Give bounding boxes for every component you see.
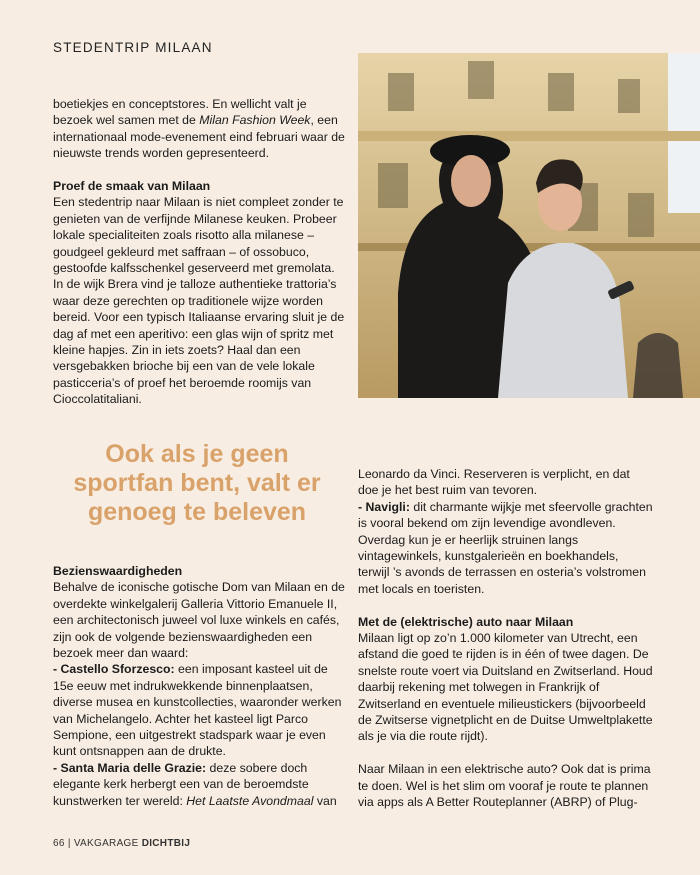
sight-santa-maria: - Santa Maria delle Grazie: deze sobere doch elegante kerk herbergt een van de beroemdste kunstwerken ter wereld: Het Laatste Avondmaal van [53,760,337,808]
article-column-1-top [53,96,345,408]
sight-castello: - Castello Sforzesco: een imposant kasteel uit de 15e eeuw met indrukwekkende binnenplaatsen, diverse musea en kunstcollecties, waaronder werken van Michelangelo. Achter het kasteel ligt Parco Sempione, een uitgestrekt stadspark waar je even kunt ontsnappen aan de drukte. [53,662,342,759]
food-heading: Proef de smaak van Milaan [53,179,211,194]
sights-heading: Bezienswaardigheden [53,564,183,578]
article-column-1-bottom [53,563,345,809]
food-paragraph: Een stedentrip naar Milaan is niet compleet zonder te genieten van de verfijnde Milanese keuken. Probeer lokale specialiteiten zoals risotto alla milanese – goudgeel gekleurd met saffraan – of ossobuco, gestoofde kalfsschenkel geserveerd met gremolata. In de wijk Brera vind je talloze authentieke trattoria’s waar deze gerechten op traditionele wijze worden bereid. Voor een typisch Italiaanse ervaring sluit je de dag af met een aperitivo: een glas wijn of spritz met kleine hapjes. Zin in iets zoets? Haal dan een versgebakken brioche bij een van de vele lokale pasticceria’s of proef het beroemde roomijs van Cioccolatitaliani. [53,195,345,407]
page-number: 66 [53,838,65,849]
footer-separator: | [67,838,71,849]
intro-paragraph: boetiekjes en conceptstores. En wellicht valt je bezoek wel samen met de Milan Fashion Week, een internationaal mode-evenement eind februari waar de nieuwste trends worden gepresenteerd. [53,97,345,161]
car-heading: Met de (elektrische) auto naar Milaan [358,614,574,629]
magazine-name: VAKGARAGE [73,838,139,849]
article-column-2 [358,466,653,811]
article-photo [358,53,700,398]
sights-intro: Behalve de iconische gotische Dom van Milaan en de overdekte winkelgalerij Galleria Vittorio Emanuele II, een architectonisch juweel vol luxe winkels en cafés, zijn ook de volgende bezienswaardigheden een bezoek meer dan waard: [53,580,345,661]
magazine-brand: DICHTBIJ [141,838,191,849]
page-footer [53,838,190,849]
sight-navigli: - Navigli: dit charmante wijkje met sfeervolle grachten is vooral bekend om zijn levendige avondleven. Overdag kun je er heerlijk struinen langs vintagewinkels, kunstgalerieën en boekhandels, terwijl ’s avonds de terrassen en osteria’s volstromen met locals en toeristen. [358,499,653,596]
section-title: STEDENTRIP MILAAN [53,40,213,55]
car-paragraph: Milaan ligt op zo’n 1.000 kilometer van Utrecht, een afstand die goed te rijden is in één of twee dagen. De snelste route voert via Duitsland en Zwitserland. Houd daarbij rekening met tolwegen in Frankrijk of Zwitserland en eventuele milieustickers (bijvoorbeeld de Zwitserse vignetplicht en de Duitse Umweltplakette als je via die route rijdt). [358,631,653,744]
ev-paragraph: Naar Milaan in een elektrische auto? Ook dat is prima te doen. Wel is het slim om vooraf je route te plannen via apps als A Better Routeplanner (ABRP) of Plug- [358,762,651,810]
sight-continued: Leonardo da Vinci. Reserveren is verplicht, en dat doe je het best ruim van tevoren. [358,467,630,498]
pull-quote: Ook als je geen sportfan bent, valt er genoeg te beleven [73,440,321,526]
